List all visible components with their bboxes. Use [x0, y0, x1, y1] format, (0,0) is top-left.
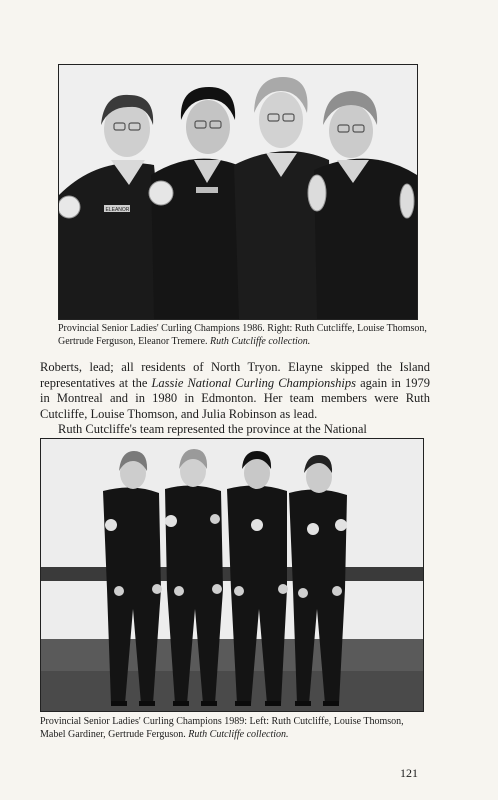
photo-1986-champions: [58, 64, 418, 320]
photo-1989-champions: [40, 438, 424, 712]
paragraph: Ruth Cutcliffe's team represented the province at the National: [58, 422, 367, 436]
caption-credit: Ruth Cutcliffe collection.: [188, 729, 289, 740]
caption-text: Provincial Senior Ladies' Curling Champions 1986. Right: Ruth Cutcliffe, Louise Thomson, Gertrude Ferguson, Eleanor Tremere.: [58, 323, 427, 347]
event-name: Lassie National Curling Championships: [151, 375, 357, 390]
body-line: Roberts, lead; all residents of North Tryon. Elayne skipped the Island representatives at the: [40, 360, 430, 390]
name-badge-text: ELEANOR: [105, 207, 130, 213]
photo-2-caption: [40, 715, 430, 741]
page-number: 121: [400, 766, 418, 780]
caption-text: Provincial Senior Ladies' Curling Champions 1989: Left: Ruth Cutcliffe, Louise Thomson, Mabel Gardiner, Gertrude Ferguson.: [40, 716, 404, 740]
body-line-end: again in 1979 in Montreal and in 1980 in Edmonton. Her team members were Ruth Cutcliffe, Louise Thomson, and Julia Robinson as lead.: [40, 375, 430, 421]
photo-1-caption: [58, 322, 428, 348]
body-text: [40, 360, 430, 438]
caption-credit: Ruth Cutcliffe collection.: [210, 336, 311, 347]
paragraph: [40, 360, 430, 422]
